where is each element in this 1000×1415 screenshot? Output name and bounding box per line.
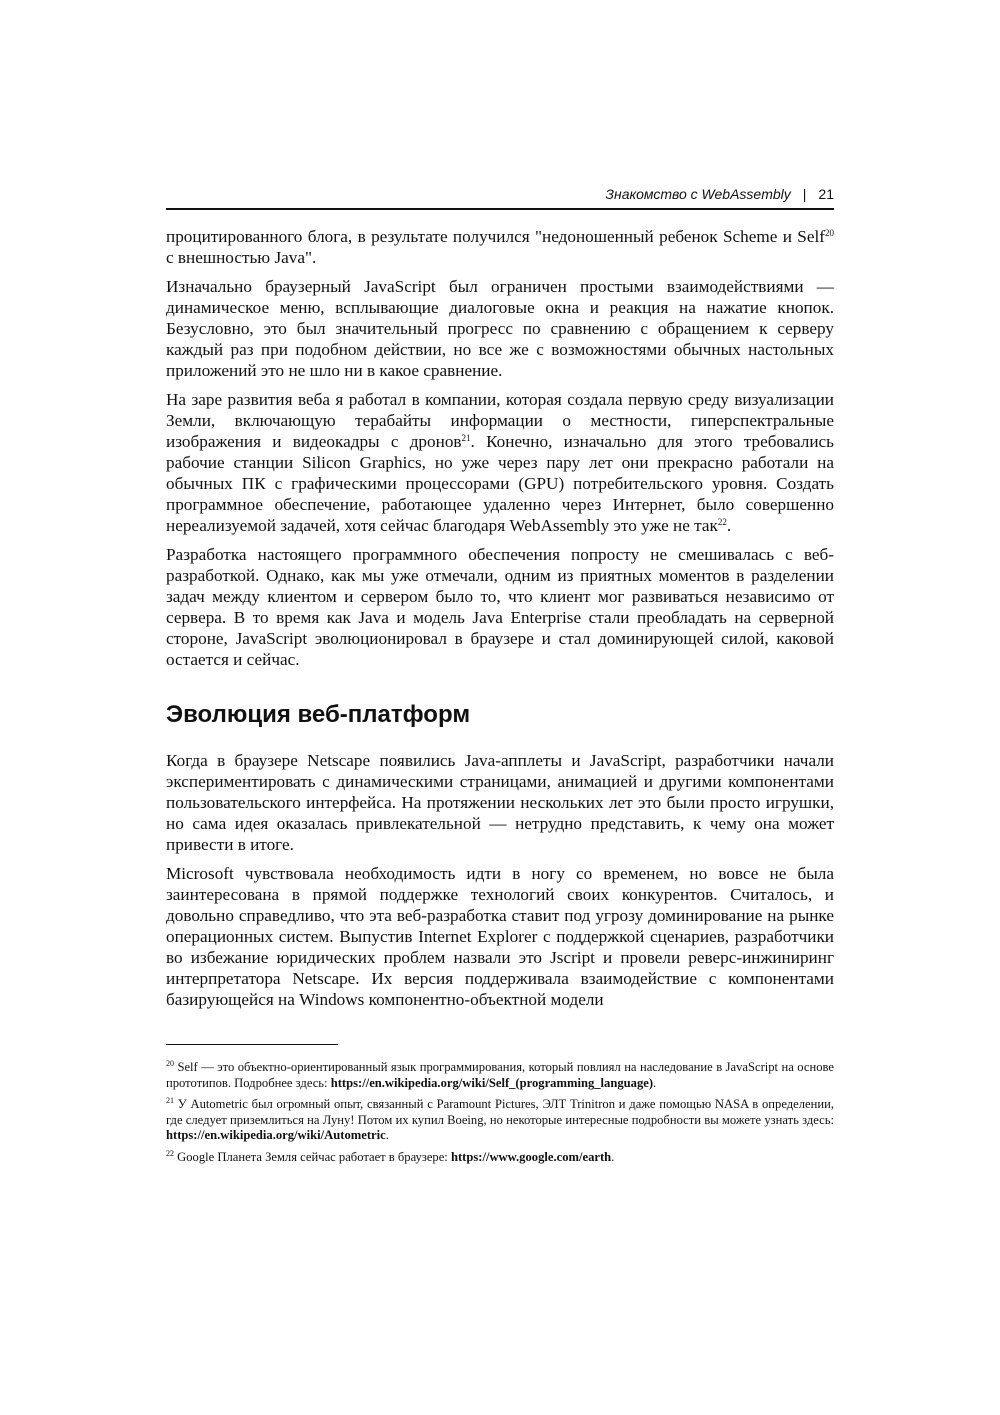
section-heading: Эволюция веб-платформ [166, 701, 471, 728]
header-separator: | [802, 186, 807, 202]
footnotes [166, 1060, 834, 1171]
footnote-link[interactable]: https://www.google.com/earth [450, 1149, 612, 1164]
paragraph-1-text: процитированного блога, в результате получился "недоношенный ребенок Scheme и Self [166, 227, 825, 246]
running-header [166, 186, 834, 210]
paragraph-2: Изначально браузерный JavaScript был ограничен простыми взаимодействиями — динамическое меню, всплывающие диалоговые окна и реакция на нажатие кнопок. Безусловно, это был значительный прогресс по сравнению с обращением к серверу каждый раз при подобном действии, но все же с возможностями обычных настольных приложений это не шло ни в какое сравнение. [166, 277, 834, 380]
paragraph-4: Разработка настоящего программного обеспечения попросту не смешивалась с веб-разработкой. Однако, как мы уже отмечали, одним из приятных моментов в разделении задач между клиентом и сервером было то, что клиент мог развиваться независимо от сервера. В то время как Java и модель Java Enterprise стали преобладать на серверной стороне, JavaScript эволюционировал в браузере и стал доминирующей силой, каковой остается и сейчас. [166, 545, 834, 669]
footnote-ref-22[interactable]: 22 [717, 517, 727, 527]
footnote-ref-20[interactable]: 20 [825, 228, 834, 238]
footnote-22 [166, 1150, 834, 1166]
footnote-divider [166, 1044, 338, 1045]
footnote-number: 21 [166, 1096, 174, 1105]
footnote-link[interactable]: https://en.wikipedia.org/wiki/Self_(programming_language) [330, 1075, 654, 1090]
paragraph-5: Когда в браузере Netscape появились Java-апплеты и JavaScript, разработчики начали экспериментировать с динамическими страницами, анимацией и другими компонентами пользовательского интерфейса. На протяжении нескольких лет это были просто игрушки, но сама идея оказалась привлекательной — нетрудно представить, к чему она может привести в итоге. [166, 751, 834, 854]
footnote-text: Google Планета Земля сейчас работает в браузере: [174, 1149, 451, 1164]
footnote-ref-21[interactable]: 21 [461, 433, 471, 443]
paragraph-1-text-end: с внешностью Java". [166, 248, 317, 267]
paragraph-6: Microsoft чувствовала необходимость идти в ногу со временем, но вовсе не была заинтересована в прямой поддержке технологий своих конкурентов. Считалось, и довольно справедливо, что эта веб-разработка ставит под угрозу доминирование на рынке операционных систем. Выпустив Internet Explorer с поддержкой сценариев, разработчики во избежание юридических проблем назвали это Jscript и провели реверс-инжиниринг интерпретатора Netscape. Их версия поддерживала взаимодействие с компонентами базирующейся на Windows компонентно-объектной модели [166, 864, 834, 1009]
main-text [166, 226, 834, 1018]
footnote-end: . [385, 1128, 389, 1142]
footnote-number: 22 [166, 1148, 174, 1158]
footnote-number: 20 [166, 1059, 174, 1068]
paragraph-3-text-end: . [726, 516, 732, 535]
footnote-link[interactable]: https://en.wikipedia.org/wiki/Autometric [166, 1128, 386, 1142]
footnote-21 [166, 1097, 834, 1144]
footnote-text: Self — это объектно-ориентированный язык программирования, который повлиял на наследование в JavaScript на основе прототипов. Подробнее здесь: [166, 1060, 834, 1090]
paragraph-3-text-mid: . Конечно, изначально для этого требовались рабочие станции Silicon Graphics, но уже через пару лет они прекрасно работали на обычных ПК с графическими процессорами (GPU) потребительского уровня. Создать программное обеспечение, работающее удаленно через Интернет, было совершенно нереализуемой задачей, хотя сейчас благодаря WebAssembly это уже не так [166, 432, 834, 535]
footnote-end: . [653, 1075, 657, 1090]
footnote-text: У Autometric был огромный опыт, связанный с Paramount Pictures, ЭЛТ Trinitron и даже помощью NASA в определении, где следует приземлиться на Луну! Потом их купил Boeing, но некоторые интересные подробности вы можете узнать здесь: [166, 1097, 834, 1127]
paragraph-3 [166, 389, 834, 536]
paragraph-1 [166, 226, 834, 268]
footnote-20 [166, 1060, 834, 1091]
paragraph-3-text: На заре развития веба я работал в компании, которая создала первую среду визуализации Земли, включающую терабайты информации о местности, гиперспектральные изображения и видеокадры с дронов [166, 390, 834, 451]
page-number: 21 [818, 186, 834, 202]
chapter-title: Знакомство с WebAssembly [605, 186, 791, 202]
footnote-end: . [611, 1149, 615, 1164]
